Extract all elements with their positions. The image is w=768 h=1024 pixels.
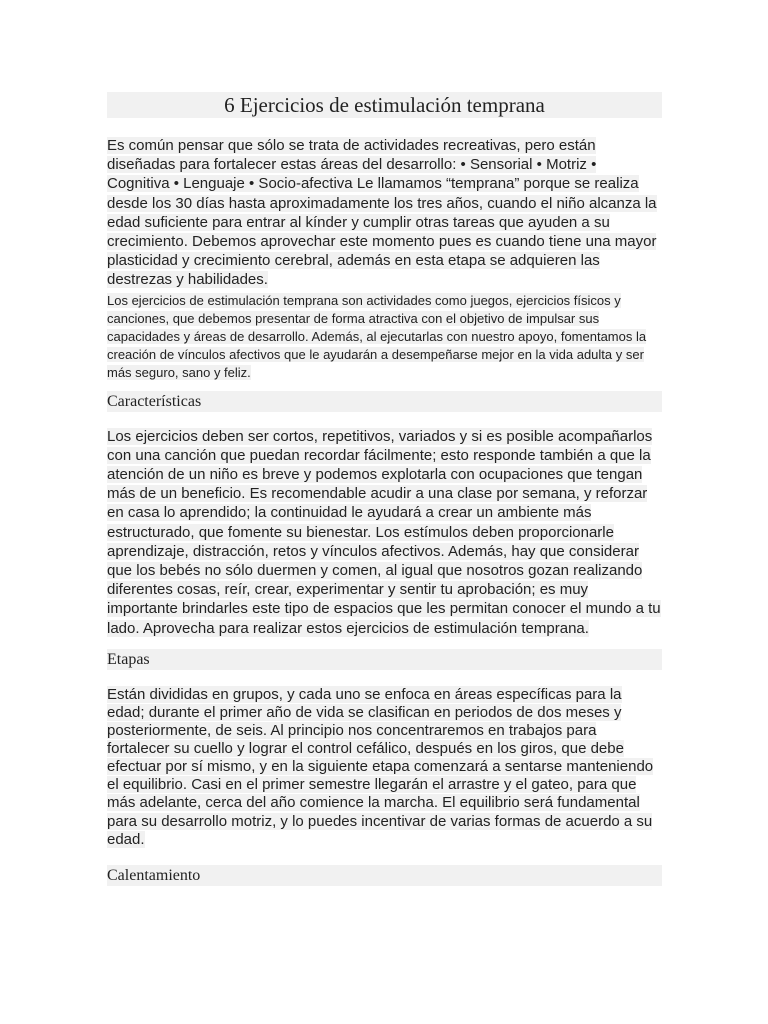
section-body-etapas: [107, 686, 662, 849]
section-heading-text: Calentamiento: [107, 866, 201, 884]
document-title-text: 6 Ejercicios de estimulación temprana: [224, 93, 545, 117]
document-page: [107, 92, 662, 886]
body-paragraph-text: Los ejercicios de estimulación temprana son actividades como juegos, ejercicios físicos y canciones, que debemos presentar de forma atractiva con el objetivo de impulsar sus capacidades y áreas de desarrollo. Además, al ejecutarlas con nuestro apoyo, fomentamos la creación de vínculos afectivos que le ayudarán a desempeñarse mejor en la vida adulta y ser más seguro, sano y feliz.: [107, 292, 647, 380]
section-heading-text: Etapas: [107, 650, 150, 668]
section-heading-caracteristicas: [107, 391, 662, 412]
section-body-caracteristicas: [107, 427, 662, 638]
body-paragraph: [107, 292, 662, 382]
section-heading-etapas: [107, 649, 662, 670]
section-body-text: Están divididas en grupos, y cada uno se enfoca en áreas específicas para la edad; durante el primer año de vida se clasifican en periodos de dos meses y posteriormente, de seis. Al principio nos concentraremos en trabajos para fortalecer su cuello y lograr el control cefálico, después en los giros, que debe efectuar por sí mismo, y en la siguiente etapa comenzará a sentarse manteniendo el equilibrio. Casi en el primer semestre llegarán el arrastre y el gateo, para que más adelante, cerca del año comience la marcha. El equilibrio será fundamental para su desarrollo motriz, y lo puedes incentivar de varias formas de acuerdo a su edad.: [107, 685, 654, 848]
intro-paragraph: [107, 136, 662, 290]
section-heading-calentamiento: [107, 865, 662, 886]
document-title: [107, 92, 662, 118]
section-body-text: Los ejercicios deben ser cortos, repetitivos, variados y si es posible acompañarlos con una canción que puedan recordar fácilmente; esto responde también a que la atención de un niño es breve y podemos explotarla con ocupaciones que tengan más de un beneficio. Es recomendable acudir a una clase por semana, y reforzar en casa lo aprendido; la continuidad le ayudará a crear un ambiente más estructurado, que fomente su bienestar. Los estímulos deben proporcionarle aprendizaje, distracción, retos y vínculos afectivos. Además, hay que considerar que los bebés no sólo duermen y comen, al igual que nosotros gozan realizando diferentes cosas, reír, crear, experimentar y sentir tu aprobación; es muy importante brindarles este tipo de espacios que les permitan conocer el mundo a tu lado. Aprovecha para realizar estos ejercicios de estimulación temprana.: [107, 427, 661, 637]
intro-paragraph-text: Es común pensar que sólo se trata de actividades recreativas, pero están diseñadas para fortalecer estas áreas del desarrollo: • Sensorial • Motriz • Cognitiva • Lenguaje • Socio-afectiva Le llamamos “temprana” porque se realiza desde los 30 días hasta aproximadamente los tres años, cuando el niño alcanza la edad suficiente para entrar al kínder y cumplir otras tareas que ayuden a su crecimiento. Debemos aprovechar este momento pues es cuando tiene una mayor plasticidad y crecimiento cerebral, además en esta etapa se adquieren las destrezas y habilidades.: [107, 137, 657, 289]
section-heading-text: Características: [107, 392, 202, 410]
